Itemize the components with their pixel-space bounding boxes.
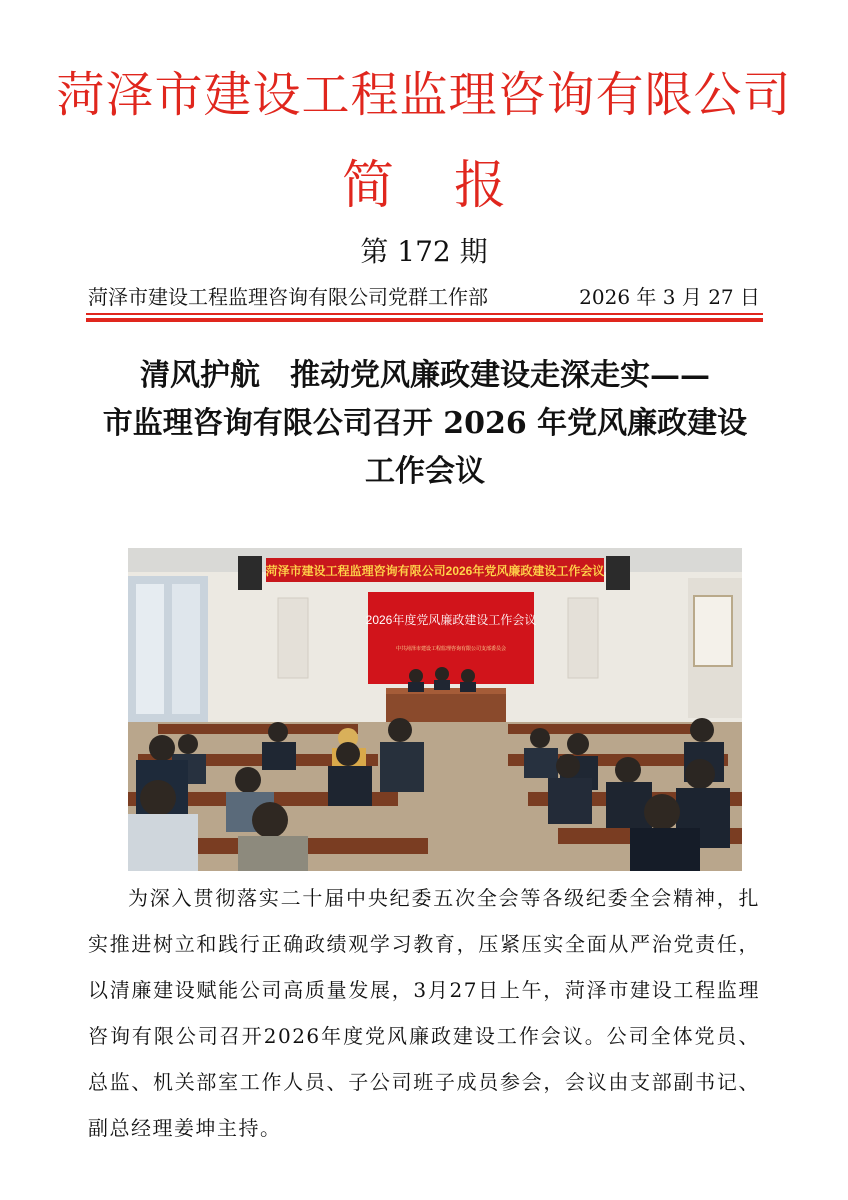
headline-line-3: 工作会议: [365, 454, 485, 489]
article-headline: [90, 352, 760, 496]
issue-number: 第 172 期: [360, 235, 488, 268]
headline-line-2: 市监理咨询有限公司召开 2026 年党风廉政建设: [102, 406, 748, 441]
meeting-photo: [128, 548, 742, 871]
photo-screen-subtitle: 中共菏泽市建设工程监理咨询有限公司支部委员会: [395, 646, 507, 652]
photo-screen-title: 2026年度党风廉政建设工作会议: [365, 613, 537, 627]
photo-banner-text: 菏泽市建设工程监理咨询有限公司2026年党风廉政建设工作会议: [265, 564, 605, 578]
article-paragraph: 为深入贯彻落实二十届中央纪委五次全会等各级纪委全会精神，扎实推进树立和践行正确政绩观学习教育，压紧压实全面从严治党责任，以清廉建设赋能公司高质量发展，3月27日上午，菏泽市建设工程监理咨询有限公司召开2026年度党风廉政建设工作会议。公司全体党员、总监、机关部室工作人员、子公司班子成员参会，会议由支部副书记、副总经理姜坤主持。: [88, 886, 760, 1140]
org-title: 菏泽市建设工程监理咨询有限公司: [56, 67, 792, 123]
brief-title: 简报: [341, 156, 566, 216]
headline-line-1: 清风护航 推动党风廉政建设走深走实——: [140, 358, 710, 393]
header-rule-thin: [86, 313, 763, 315]
issuing-department: 菏泽市建设工程监理咨询有限公司党群工作部: [88, 285, 488, 309]
issue-date: 2026 年 3 月 27 日: [579, 285, 760, 309]
header-rule-thick: [86, 318, 763, 322]
photo-screen: [368, 592, 534, 684]
